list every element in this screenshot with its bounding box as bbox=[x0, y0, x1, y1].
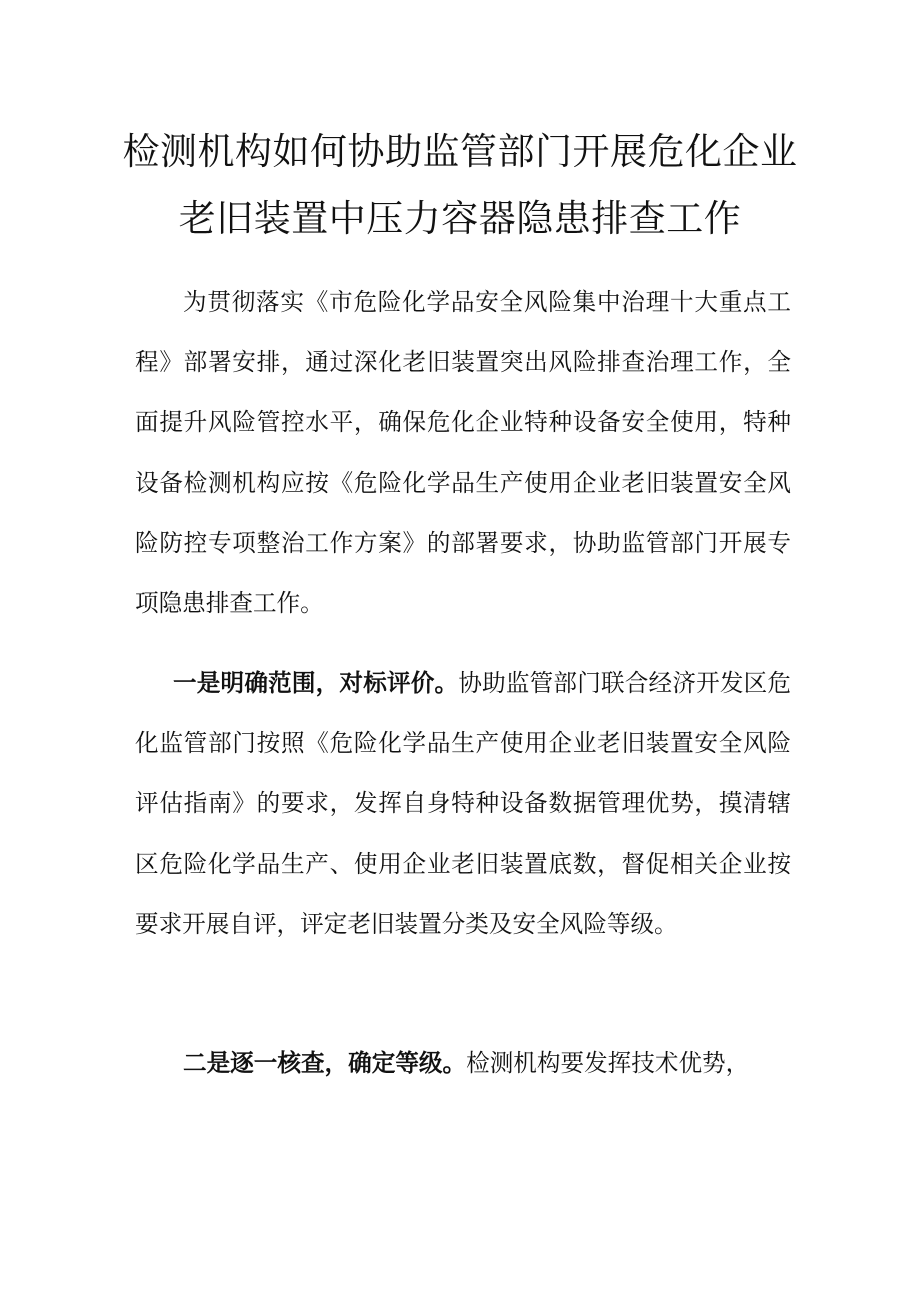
paragraph-point-one-heading: 一是明确范围，对标评价。 bbox=[173, 669, 459, 697]
paragraph-point-one-text: 协助监管部门联合经济开发区危化监管部门按照《危险化学品生产使用企业老旧装置安全风险评估指南》的要求，发挥自身特种设备数据管理优势，摸清辖区危险化学品生产、使用企业老旧装置底数，督促相关企业按要求开展自评，评定老旧装置分类及安全风险等级。 bbox=[135, 669, 792, 938]
document-title-line-2: 老旧装置中压力容器隐患排查工作 bbox=[178, 197, 742, 240]
paragraph-point-two-text: 检测机构要发挥技术优势， bbox=[466, 1049, 750, 1077]
paragraph-intro bbox=[135, 272, 791, 633]
paragraph-point-one bbox=[135, 653, 791, 954]
document-title-line-1: 检测机构如何协助监管部门开展危化企业 bbox=[122, 130, 798, 173]
paragraph-point-two-heading: 二是逐一核查，确定等级。 bbox=[183, 1049, 467, 1077]
paragraph-intro-text: 为贯彻落实《市危险化学品安全风险集中治理十大重点工程》部署安排，通过深化老旧装置突出风险排查治理工作，全面提升风险管控水平，确保危化企业特种设备安全使用，特种设备检测机构应按《危险化学品生产使用企业老旧装置安全风险防控专项整治工作方案》的部署要求，协助监管部门开展专项隐患排查工作。 bbox=[135, 288, 791, 618]
paragraph-point-two bbox=[135, 1033, 791, 1093]
